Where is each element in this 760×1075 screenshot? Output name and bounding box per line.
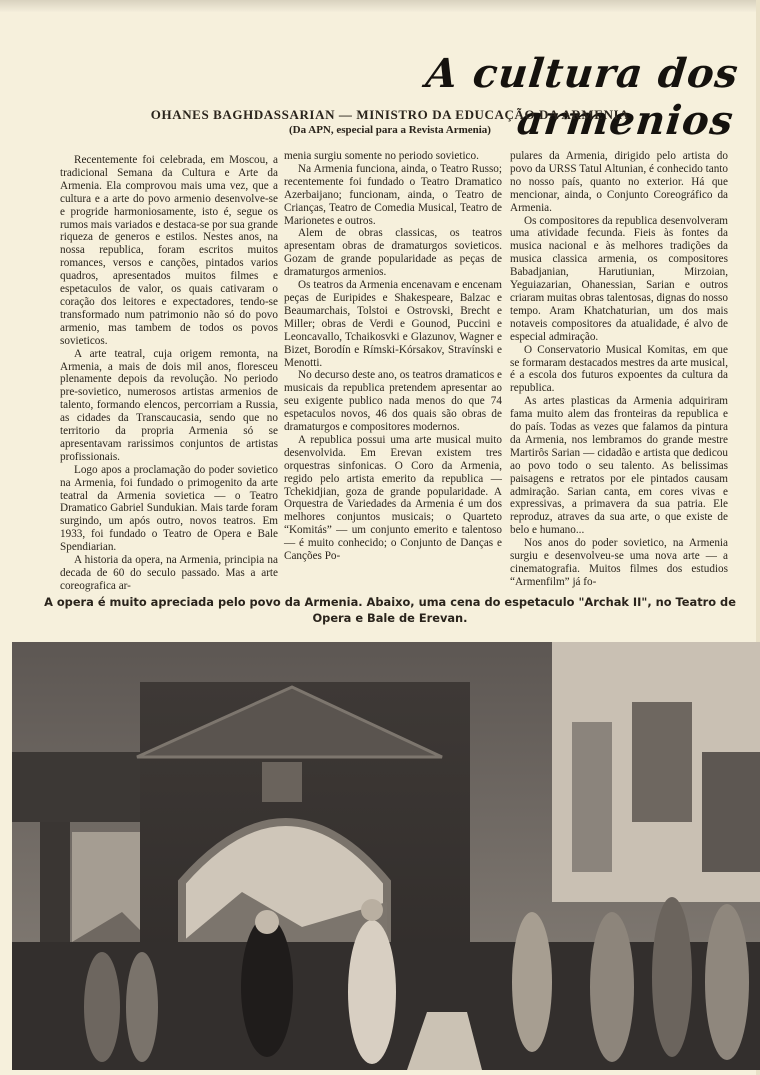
text-column-1 <box>60 154 278 593</box>
article-source: (Da APN, especial para a Revista Armenia) <box>289 124 491 136</box>
paragraph: No decurso deste ano, os teatros dramaticos e musicais da republica pretendem apresentar ao seu exigente publico nada menos do que 74 espetaculos novos, 46 dos quais são obras de dramaturgos e compositores modernos. <box>284 369 502 434</box>
text-column-2 <box>284 150 502 563</box>
palace-window <box>632 702 692 822</box>
palace-column <box>572 722 612 872</box>
paragraph: Alem de obras classicas, os teatros apresentam obras de dramaturgos sovieticos. Gozam de grande popularidade as peças de dramaturgos armenios. <box>284 227 502 279</box>
soldier-figure <box>705 904 749 1060</box>
paragraph: As artes plasticas da Armenia adquiriram fama muito alem das fronteiras da republica e do país. Todas as vezes que falamos da pintura da Armenia, nos lembramos do grande mestre Martirôs Sarian — cidadão e artista que dedicou ao povo todo o seu talento. As belissimas paisagens e retratos por ele pintados causam admiração. Sarian canta, em cores vivas e expressivas, a primavera da sua patria. Ele reproduz, atraves da sua arte, o que existe de belo e humano... <box>510 395 728 537</box>
courtier-figure <box>590 912 634 1062</box>
arch-emblem <box>262 762 302 802</box>
opera-scene-illustration <box>12 642 760 1070</box>
author-byline: OHANES BAGHDASSARIAN — MINISTRO DA EDUCAÇÃO DA ARMENIA <box>150 107 630 122</box>
paragraph: A republica possui uma arte musical muito desenvolvida. Em Erevan existem tres orquestras sinfonicas. O Coro da Armenia, regido pelo artista emerito da republica — Tchekidjian, goza de grande popularidade. A Orquestra de Variedades da Armenia é um dos melhores conjuntos musicais; o Quarteto “Komitás” — um conjunto emerito e talentoso — é muito conhecido; o Conjunto de Danças e Canções Po- <box>284 433 502 563</box>
opera-scene-photo <box>12 642 760 1070</box>
king-face <box>361 899 383 921</box>
paragraph: O Conservatorio Musical Komitas, em que se formaram destacados mestres da arte musical, é a escola dos futuros expoentes da cultura da republica. <box>510 343 728 395</box>
queen-face <box>255 910 279 934</box>
paragraph: A historia da opera, na Armenia, principia na decada de 60 do seculo passado. Mas a arte coreografica ar- <box>60 554 278 592</box>
warrior-figure <box>512 912 552 1052</box>
queen-figure <box>241 917 293 1057</box>
paragraph: Logo apos a proclamação do poder sovietico na Armenia, foi fundado o primogenito da arte teatral da Armenia sovietica — o Teatro Dramatico Gabriel Sundukian. Mais tarde foram surgindo, um após outro, novos teatros. Em 1933, foi fundado o Teatro de Opera e Bale Spendiarian. <box>60 463 278 554</box>
paragraph: pulares da Armenia, dirigido pelo artista do povo da URSS Tatul Altunian, é conhecido tanto no nosso país, quanto no exterior. Há que mencionar, ainda, o Conjunto Coreográfico da Armenia. <box>510 150 728 214</box>
soldier-figure <box>652 897 692 1057</box>
paragraph: Os compositores da republica desenvolveram uma atividade fecunda. Fieis às fontes da musica nacional e às melhores tradições da musica classica armenia, os compositores Babadjanian, Harutiunian, Mirzoian, Yeguiazarian, Ohanessian, Sarian e outros criaram muitas obras talentosas, dignas do nosso tempo. Aram Khatchaturian, um dos mais notaveis compositores da atualidade, é alvo de especial admiração. <box>510 214 728 343</box>
photo-caption: A opera é muito apreciada pelo povo da Armenia. Abaixo, uma cena do espetaculo "Archak II", no Teatro de Opera e Bale de Erevan. <box>44 595 736 625</box>
paragraph: Na Armenia funciona, ainda, o Teatro Russo; recentemente foi fundado o Teatro Dramatico Azerbaijano; funcionam, ainda, o Teatro de Crianças, Teatro de Comedia Musical, Teatro de Marionetes e outros. <box>284 162 502 227</box>
paragraph: menia surgiu somente no periodo sovietico. <box>284 150 479 162</box>
paragraph: Recentemente foi celebrada, em Moscou, a tradicional Semana da Cultura e Arte da Armenia. Ela comprovou mais uma vez, que a cultura e a arte do povo armenio desenvolve-se e progride harmoniosamente, isto é, segue os rumos mais variados e destaca-se por sua grande riqueza de generos e estilos. Nestes anos, na nossa republica, foram escritos muitos romances, versos e canções, pintados varios quadros, apresentados muitos filmes e espetaculos de valor, os quais cativaram o coração dos leitores e expectadores, tendo-se transformado num patrimonio não só do povo armenio, mas tambem de todos os povos sovieticos. <box>60 154 278 347</box>
article-title: A cultura dos armenios <box>423 50 741 144</box>
colonnade-beam <box>12 752 162 822</box>
guard-figure <box>84 952 120 1062</box>
guard-figure <box>126 952 158 1062</box>
paragraph: Os teatros da Armenia encenavam e encenam peças de Euripides e Shakespeare, Balzac e Beaumarchais, Tolstoi e Ostrovski, Brecht e Miller; obras de Verdi e Gounod, Puccini e Leoncavallo, Tchaikosvki e Glazunov, Wagner e Bizet, Borodín e Rímski-Kórsakov, Stravínski e Menotti. <box>284 279 502 369</box>
text-column-3 <box>510 150 728 589</box>
paragraph: A arte teatral, cuja origem remonta, na Armenia, a mais de dois mil anos, floresceu plenamente depois da revolução. No periodo pre-sovietico, numerosos artistas armenios de talento, formando elencos, percorriam a Russia, as cidades da Transcaucasia, sendo que no territorio da propria Armenia só se apresentavam rarissimos conjuntos de artistas profissionais. <box>60 347 278 463</box>
king-figure <box>348 920 396 1064</box>
paragraph: Nos anos do poder sovietico, na Armenia surgiu e desenvolveu-se uma nova arte — a cinematografia. Muitos filmes dos estudios “Armenfilm” já fo- <box>510 537 728 588</box>
page-edge <box>0 0 760 12</box>
palace-window <box>702 752 760 872</box>
